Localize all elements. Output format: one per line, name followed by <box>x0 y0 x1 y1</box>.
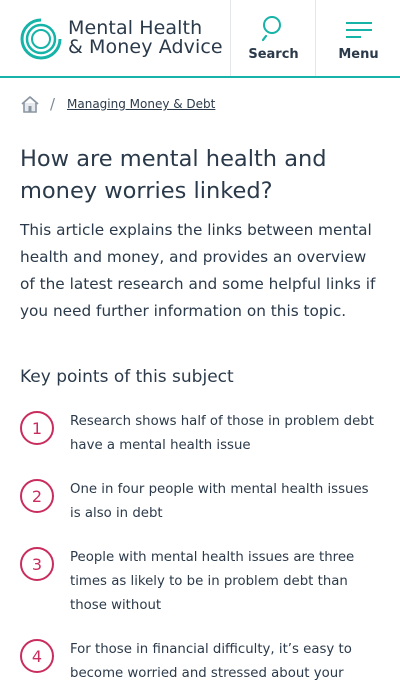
breadcrumb-link-managing-money[interactable]: Managing Money & Debt <box>67 97 216 111</box>
menu-label: Menu <box>338 47 379 62</box>
logo-text <box>68 19 223 57</box>
search-button[interactable] <box>230 0 316 76</box>
key-point-number: 3 <box>20 547 54 581</box>
key-point-text: Research shows half of those in problem debt have a mental health issue <box>70 414 374 453</box>
key-point-text: For those in financial difficulty, it’s easy to become worried and stressed about your <box>70 642 352 681</box>
breadcrumb-separator: / <box>50 95 56 113</box>
search-label: Search <box>248 47 299 62</box>
key-points-heading: Key points of this subject <box>20 367 234 387</box>
key-point-text: One in four people with mental health issues is also in debt <box>70 482 369 521</box>
key-point-number: 1 <box>20 411 54 445</box>
logo-line-2: & Money Advice <box>68 36 223 58</box>
key-point-number: 4 <box>20 639 54 673</box>
menu-button[interactable] <box>315 0 400 76</box>
hamburger-icon <box>345 20 373 40</box>
site-logo[interactable] <box>20 17 223 61</box>
page-title: How are mental health and money worries linked? <box>20 146 327 204</box>
site-header <box>0 0 400 78</box>
home-icon[interactable] <box>20 95 40 114</box>
logo-line-1: Mental Health <box>68 17 203 39</box>
key-point-text: People with mental health issues are three times as likely to be in problem debt than those without <box>70 550 355 613</box>
key-point-number: 2 <box>20 479 54 513</box>
search-icon <box>260 14 288 42</box>
breadcrumb <box>20 95 390 117</box>
article-intro: This article explains the links between mental health and money, and provides an overview of the latest research and some helpful links if you need further information on this topic. <box>20 221 376 320</box>
logo-mark-icon <box>20 17 64 61</box>
